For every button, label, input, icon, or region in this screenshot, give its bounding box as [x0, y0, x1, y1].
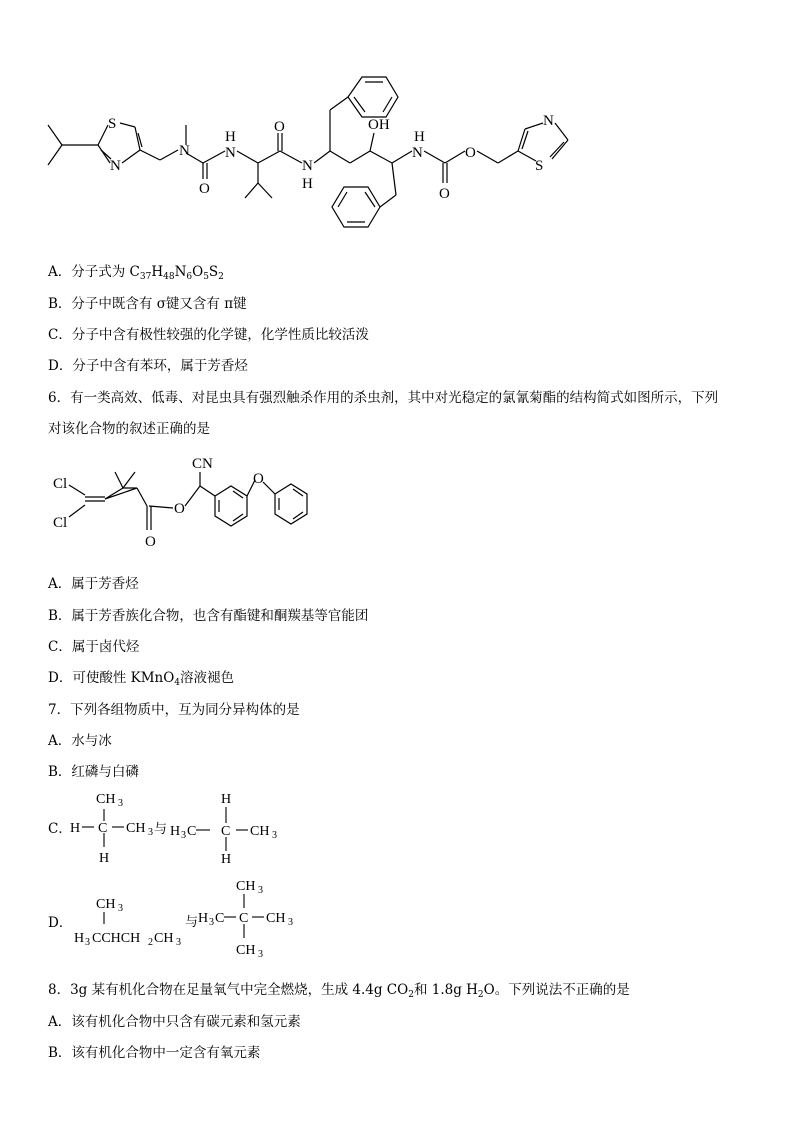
mol1-oh: OH	[368, 117, 390, 133]
q7-option-b: B．红磷与白磷	[48, 764, 139, 780]
svg-text:H: H	[221, 792, 232, 807]
cl-atom-1: Cl	[53, 476, 68, 492]
q8-option-a: A．该有机化合物中只含有碳元素和氢元素	[48, 1014, 301, 1030]
q5-option-c: C．分子中含有极性较强的化学键，化学性质比较活泼	[48, 327, 369, 343]
svg-text:CH: CH	[154, 931, 174, 946]
mol1-n6: N	[543, 113, 554, 129]
mol1-o4: O	[465, 145, 476, 161]
mol1-n5: N	[412, 145, 423, 161]
svg-text:3: 3	[258, 885, 263, 896]
svg-text:C: C	[239, 911, 249, 926]
q7-option-d-label: D．	[48, 915, 73, 931]
q7-option-c-structures	[70, 785, 290, 865]
mol1-s2: S	[535, 158, 544, 174]
q5-option-a: A．分子式为 $C_{37}H_{48}N_6O_5S_2$	[48, 264, 224, 282]
svg-text:3: 3	[288, 917, 293, 928]
svg-text:3: 3	[272, 830, 277, 841]
q7-d-with: 与	[185, 914, 199, 929]
ether-oxygen: O	[253, 471, 264, 487]
molecule-1-structure	[40, 55, 620, 245]
svg-text:CH: CH	[236, 879, 256, 894]
svg-text:3: 3	[181, 830, 186, 841]
mol1-h1: H	[225, 129, 236, 145]
svg-text:H: H	[99, 851, 110, 865]
svg-text:3: 3	[118, 903, 123, 914]
q7-option-c-label: C．	[48, 821, 72, 837]
svg-text:3: 3	[148, 827, 153, 838]
q5-option-d: D．分子中含有苯环，属于芳香烃	[48, 358, 248, 374]
q7-c-with: 与	[154, 821, 168, 836]
q7-stem: 7．下列各组物质中，互为同分异构体的是	[48, 702, 300, 718]
cypermethrin-structure	[45, 450, 335, 560]
svg-text:H: H	[198, 911, 209, 926]
mol1-o3: O	[439, 186, 450, 202]
svg-text:H: H	[70, 821, 81, 836]
q7-option-a: A．水与冰	[48, 733, 112, 749]
mol1-o2: O	[274, 119, 285, 135]
svg-text:C: C	[98, 821, 108, 836]
q5-option-b: B．分子中既含有 σ键又含有 π键	[48, 296, 247, 312]
svg-text:H: H	[74, 931, 85, 946]
svg-text:H: H	[170, 824, 181, 839]
svg-text:CH: CH	[96, 897, 116, 912]
mol1-n4: N	[302, 158, 313, 174]
mol1-h2: H	[302, 176, 313, 192]
q6-option-a: A．属于芳香烃	[48, 576, 139, 592]
svg-text:CH: CH	[236, 943, 256, 958]
carbonyl-oxygen: O	[145, 534, 156, 550]
mol1-s1: S	[108, 116, 117, 132]
q6-stem-line1: 6．有一类高效、低毒、对昆虫具有强烈触杀作用的杀虫剂，其中对光稳定的氯氰菊酯的结构简式如图所示，下列	[48, 390, 719, 406]
q8-stem: 8．3g 某有机化合物在足量氧气中完全燃烧，生成 4.4g $CO_2$和 1.8g $H_2O$。下列说法不正确的是	[48, 982, 630, 1000]
svg-text:3: 3	[118, 798, 123, 809]
svg-text:CH: CH	[266, 911, 286, 926]
svg-text:3: 3	[258, 949, 263, 960]
q8-option-b: B．该有机化合物中一定含有氧元素	[48, 1045, 261, 1061]
mol1-n1: N	[110, 158, 121, 174]
mol1-h3: H	[414, 129, 425, 145]
svg-text:3: 3	[85, 937, 90, 948]
svg-text:H: H	[221, 852, 232, 865]
cl-atom-2: Cl	[53, 515, 68, 531]
svg-text:C: C	[221, 824, 231, 839]
q7-option-d-structures	[70, 872, 310, 967]
mol1-o1: O	[199, 181, 210, 197]
svg-text:CH: CH	[250, 824, 270, 839]
svg-text:C: C	[215, 911, 225, 926]
q6-option-c: C．属于卤代烃	[48, 639, 140, 655]
svg-text:C: C	[187, 824, 197, 839]
q6-stem-line2: 对该化合物的叙述正确的是	[48, 421, 210, 437]
mol1-n2: N	[179, 143, 190, 159]
q6-option-d: D．可使酸性 KMnO$_4$溶液褪色	[48, 670, 235, 688]
cn-group: CN	[192, 456, 213, 472]
ester-oxygen: O	[174, 501, 185, 517]
q6-option-b: B．属于芳香族化合物，也含有酯键和酮羰基等官能团	[48, 608, 369, 624]
svg-text:3: 3	[209, 917, 214, 928]
svg-text:CH: CH	[126, 821, 146, 836]
svg-text:CH: CH	[96, 792, 116, 807]
mol1-n3: N	[225, 145, 236, 161]
svg-text:3: 3	[176, 937, 181, 948]
svg-text:2: 2	[148, 937, 153, 948]
svg-text:CCHCH: CCHCH	[92, 931, 141, 946]
